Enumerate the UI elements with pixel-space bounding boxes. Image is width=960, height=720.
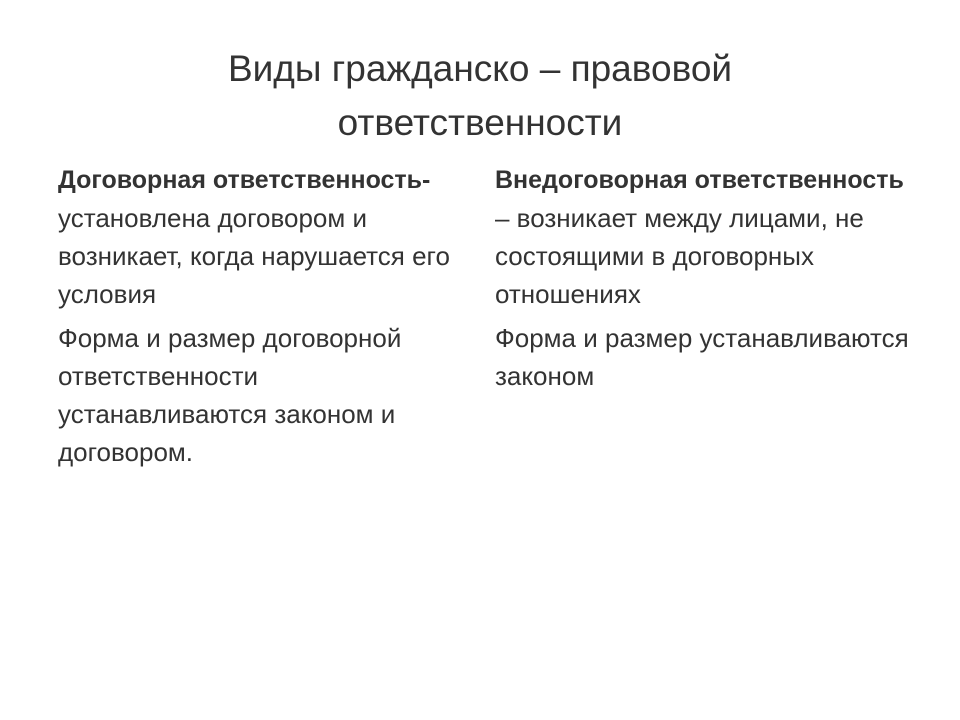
title-line-1: Виды гражданско – правовой: [227, 48, 733, 89]
title-line-2: ответственности: [337, 102, 623, 143]
noncontractual-form-size: Форма и размер устанавливаются законом: [495, 323, 909, 391]
left-column: [58, 160, 463, 477]
contractual-term: Договорная ответственность-: [58, 166, 431, 194]
slide-title: [80, 42, 880, 150]
contractual-definition: [58, 160, 463, 313]
contractual-form-size: Форма и размер договорной ответственности устанавливаются законом и договором.: [58, 323, 402, 467]
right-column: [495, 160, 915, 401]
noncontractual-definition-text: – возникает между лицами, не состоящими в договорных отношениях: [495, 203, 864, 309]
noncontractual-definition: [495, 160, 915, 313]
contractual-definition-text: установлена договором и возникает, когда нарушается его условия: [58, 203, 450, 309]
noncontractual-term: Внедоговорная ответственность: [495, 166, 904, 194]
